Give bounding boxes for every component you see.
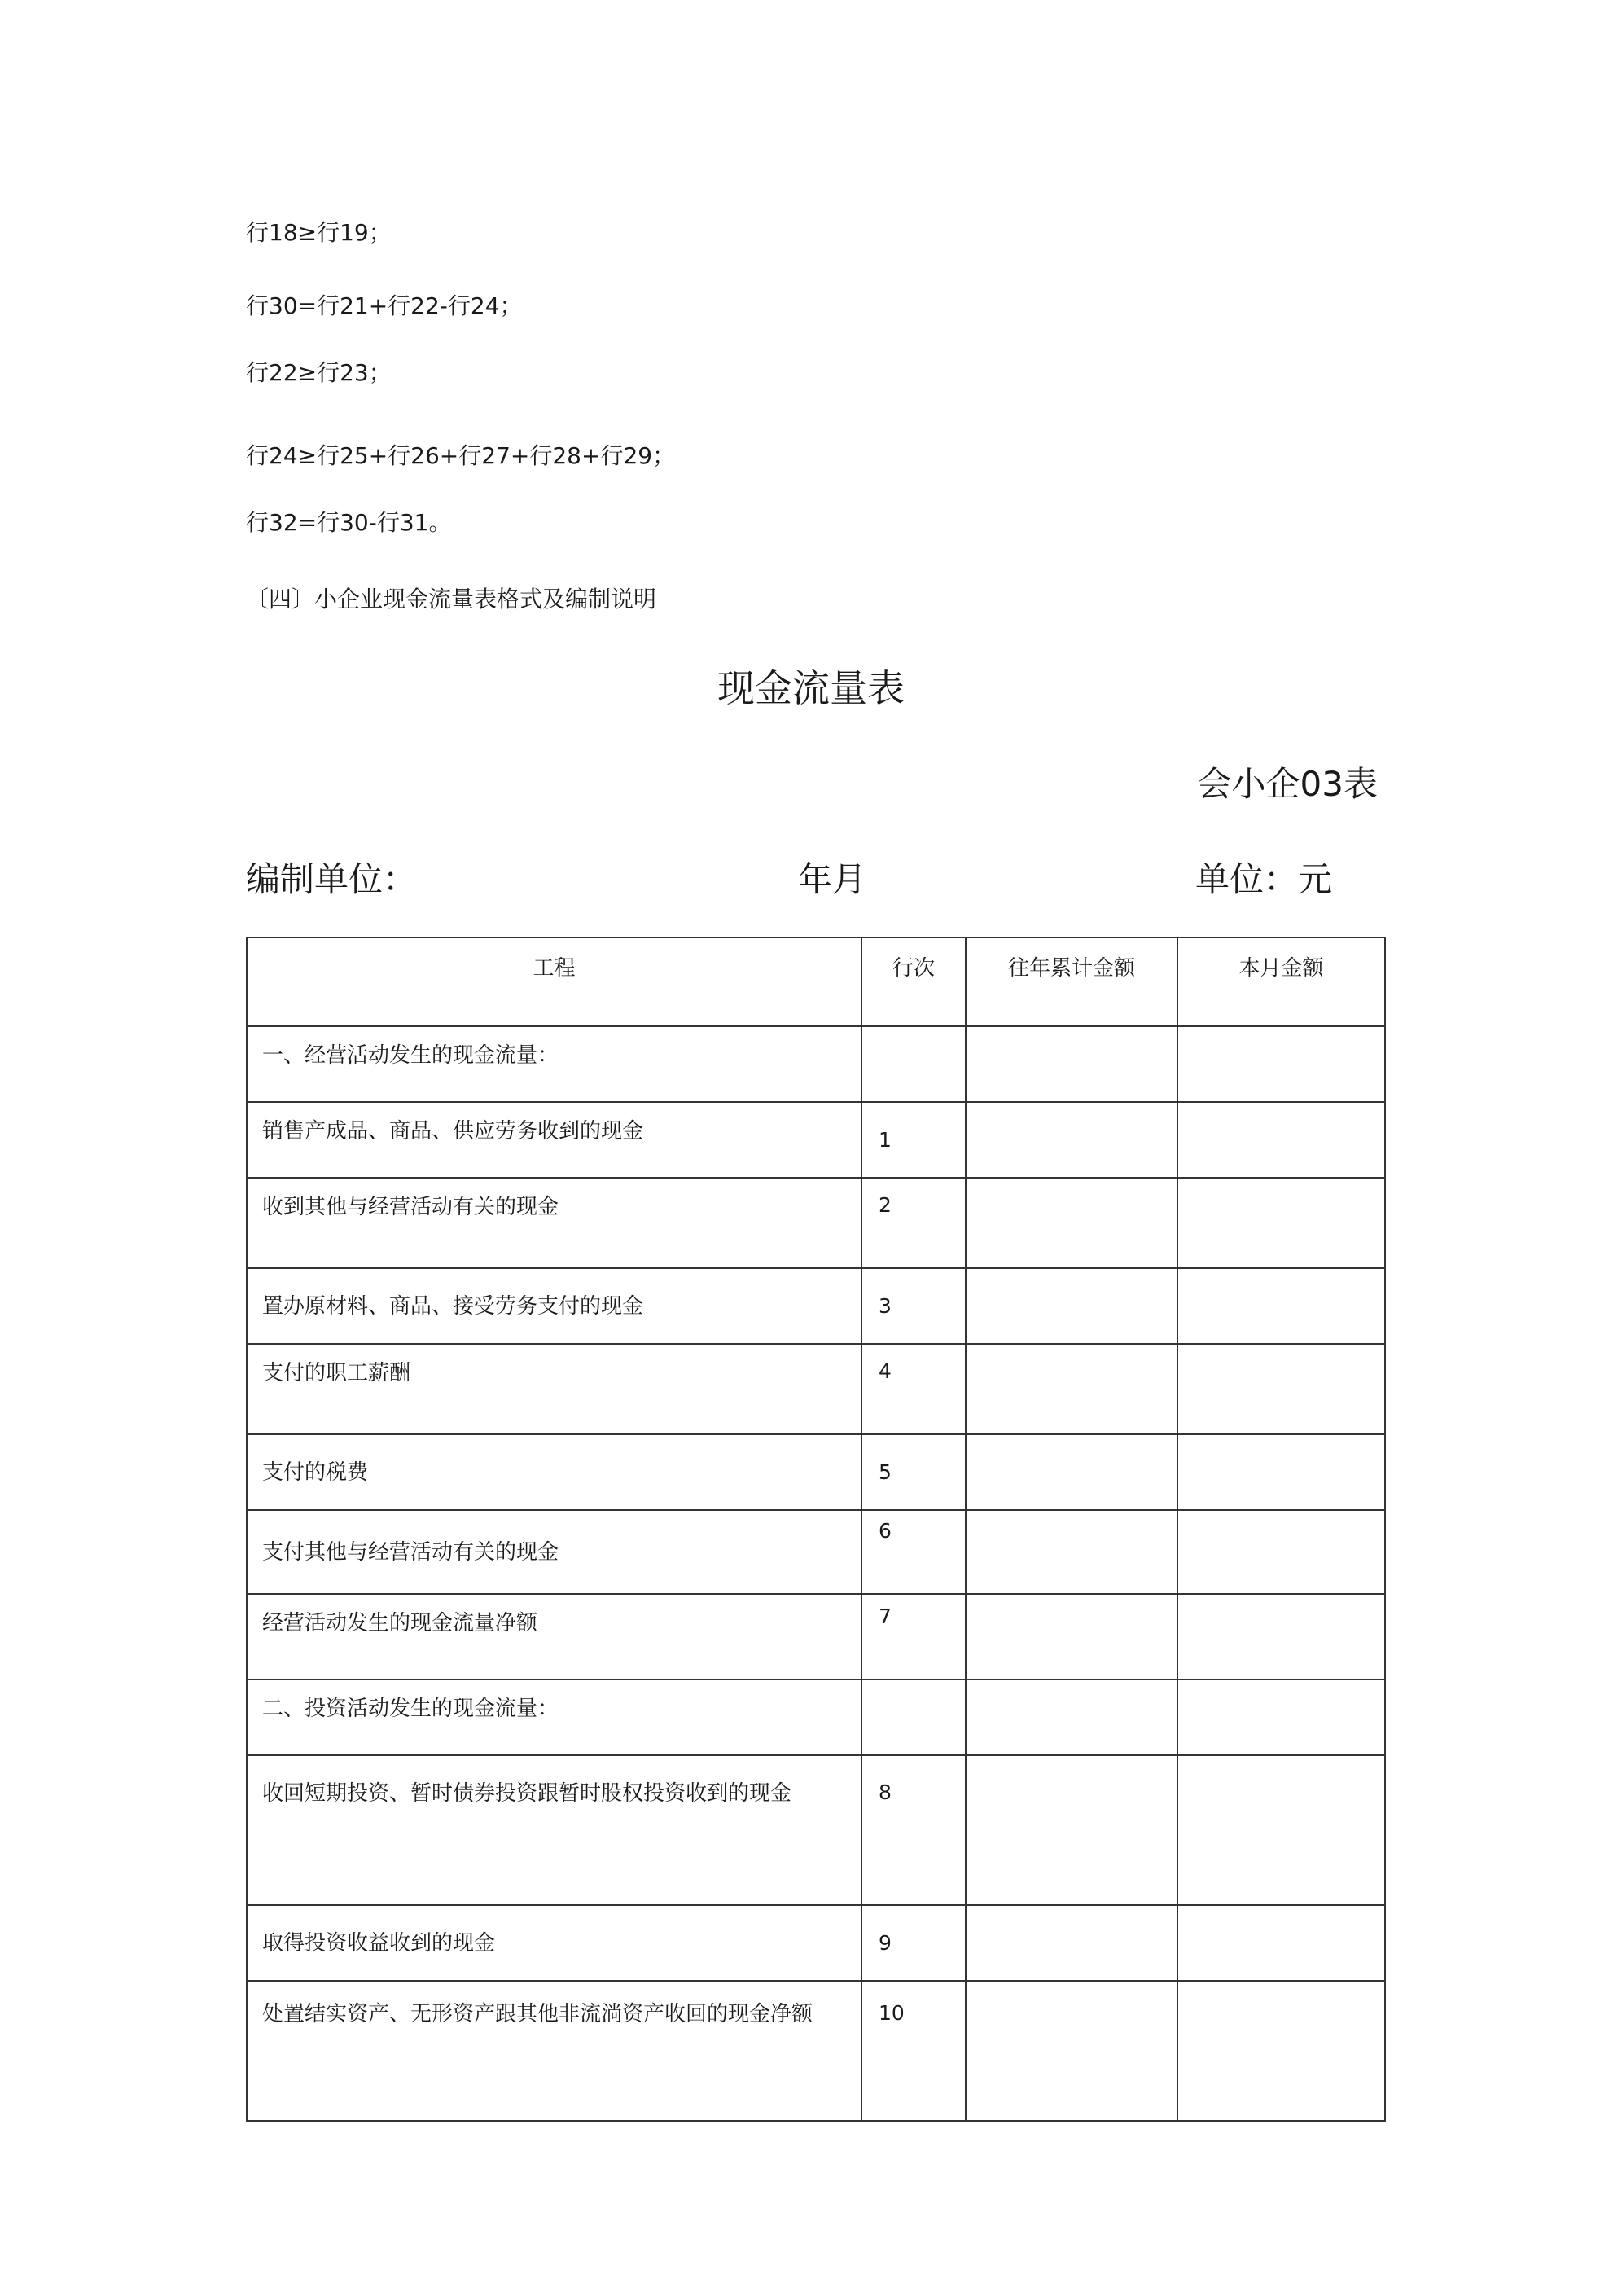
row-item: 经营活动发生的现金流量净额 [247, 1594, 861, 1679]
header-year-to-date: 往年累计金额 [966, 937, 1177, 1026]
row-this-month-amount [1177, 1510, 1385, 1594]
table-header-row [247, 937, 1385, 1026]
row-year-to-date-amount [966, 1679, 1177, 1755]
row-line-number: 6 [861, 1510, 966, 1594]
table-row [247, 1981, 1385, 2121]
row-year-to-date-amount [966, 1178, 1177, 1268]
row-this-month-amount [1177, 1026, 1385, 1102]
row-line-number: 7 [861, 1594, 966, 1679]
row-year-to-date-amount [966, 1434, 1177, 1510]
formula-line-2: 行30=行21+行22-行24； [246, 292, 523, 319]
row-this-month-amount [1177, 1434, 1385, 1510]
formula-line-5: 行32=行30-行31。 [246, 509, 452, 536]
row-item: 取得投资收益收到的现金 [247, 1905, 861, 1981]
row-this-month-amount [1177, 1755, 1385, 1905]
row-item: 收回短期投资、暂时债券投资跟暂时股权投资收到的现金 [247, 1755, 861, 1905]
header-this-month: 本月金额 [1177, 937, 1385, 1026]
row-line-number [861, 1679, 966, 1755]
formula-line-1: 行18≥行19； [246, 219, 392, 246]
row-year-to-date-amount [966, 1755, 1177, 1905]
row-line-number: 1 [861, 1102, 966, 1178]
form-code: 会小企03表 [1197, 764, 1378, 804]
row-this-month-amount [1177, 1344, 1385, 1434]
row-line-number: 3 [861, 1268, 966, 1344]
row-this-month-amount [1177, 1594, 1385, 1679]
row-this-month-amount [1177, 1178, 1385, 1268]
row-this-month-amount [1177, 1905, 1385, 1981]
row-year-to-date-amount [966, 1344, 1177, 1434]
row-item: 支付的税费 [247, 1434, 861, 1510]
row-this-month-amount [1177, 1981, 1385, 2121]
row-item: 销售产成品、商品、供应劳务收到的现金 [247, 1102, 861, 1178]
row-this-month-amount [1177, 1268, 1385, 1344]
row-year-to-date-amount [966, 1981, 1177, 2121]
document-title: 现金流量表 [717, 666, 905, 710]
row-this-month-amount [1177, 1102, 1385, 1178]
cash-flow-table [246, 937, 1386, 2122]
row-line-number: 2 [861, 1178, 966, 1268]
header-line-number: 行次 [861, 937, 966, 1026]
formula-line-3: 行22≥行23； [246, 359, 392, 386]
currency-unit-label: 单位：元 [1195, 859, 1333, 899]
row-this-month-amount [1177, 1679, 1385, 1755]
formula-line-4: 行24≥行25+行26+行27+行28+行29； [246, 442, 676, 469]
table-row [247, 1679, 1385, 1755]
row-item: 支付其他与经营活动有关的现金 [247, 1510, 861, 1594]
header-item: 工程 [247, 937, 861, 1026]
table-row [247, 1755, 1385, 1905]
table-row [247, 1026, 1385, 1102]
row-item: 处置结实资产、无形资产跟其他非流淌资产收回的现金净额 [247, 1981, 861, 2121]
table-row [247, 1905, 1385, 1981]
table-row [247, 1344, 1385, 1434]
table-row [247, 1594, 1385, 1679]
row-item: 一、经营活动发生的现金流量： [247, 1026, 861, 1102]
period-label: 年月 [798, 859, 867, 899]
table-row [247, 1102, 1385, 1178]
table-row [247, 1268, 1385, 1344]
row-year-to-date-amount [966, 1268, 1177, 1344]
table-row [247, 1510, 1385, 1594]
row-year-to-date-amount [966, 1510, 1177, 1594]
table-row [247, 1434, 1385, 1510]
row-line-number: 9 [861, 1905, 966, 1981]
row-year-to-date-amount [966, 1594, 1177, 1679]
row-year-to-date-amount [966, 1905, 1177, 1981]
section-title: 〔四〕小企业现金流量表格式及编制说明 [246, 586, 657, 612]
row-line-number [861, 1026, 966, 1102]
row-line-number: 5 [861, 1434, 966, 1510]
row-item: 收到其他与经营活动有关的现金 [247, 1178, 861, 1268]
row-line-number: 10 [861, 1981, 966, 2121]
table-row [247, 1178, 1385, 1268]
row-line-number: 8 [861, 1755, 966, 1905]
row-year-to-date-amount [966, 1102, 1177, 1178]
row-item: 置办原材料、商品、接受劳务支付的现金 [247, 1268, 861, 1344]
row-item: 支付的职工薪酬 [247, 1344, 861, 1434]
row-item: 二、投资活动发生的现金流量： [247, 1679, 861, 1755]
row-line-number: 4 [861, 1344, 966, 1434]
preparing-unit-label: 编制单位： [246, 859, 418, 899]
row-year-to-date-amount [966, 1026, 1177, 1102]
